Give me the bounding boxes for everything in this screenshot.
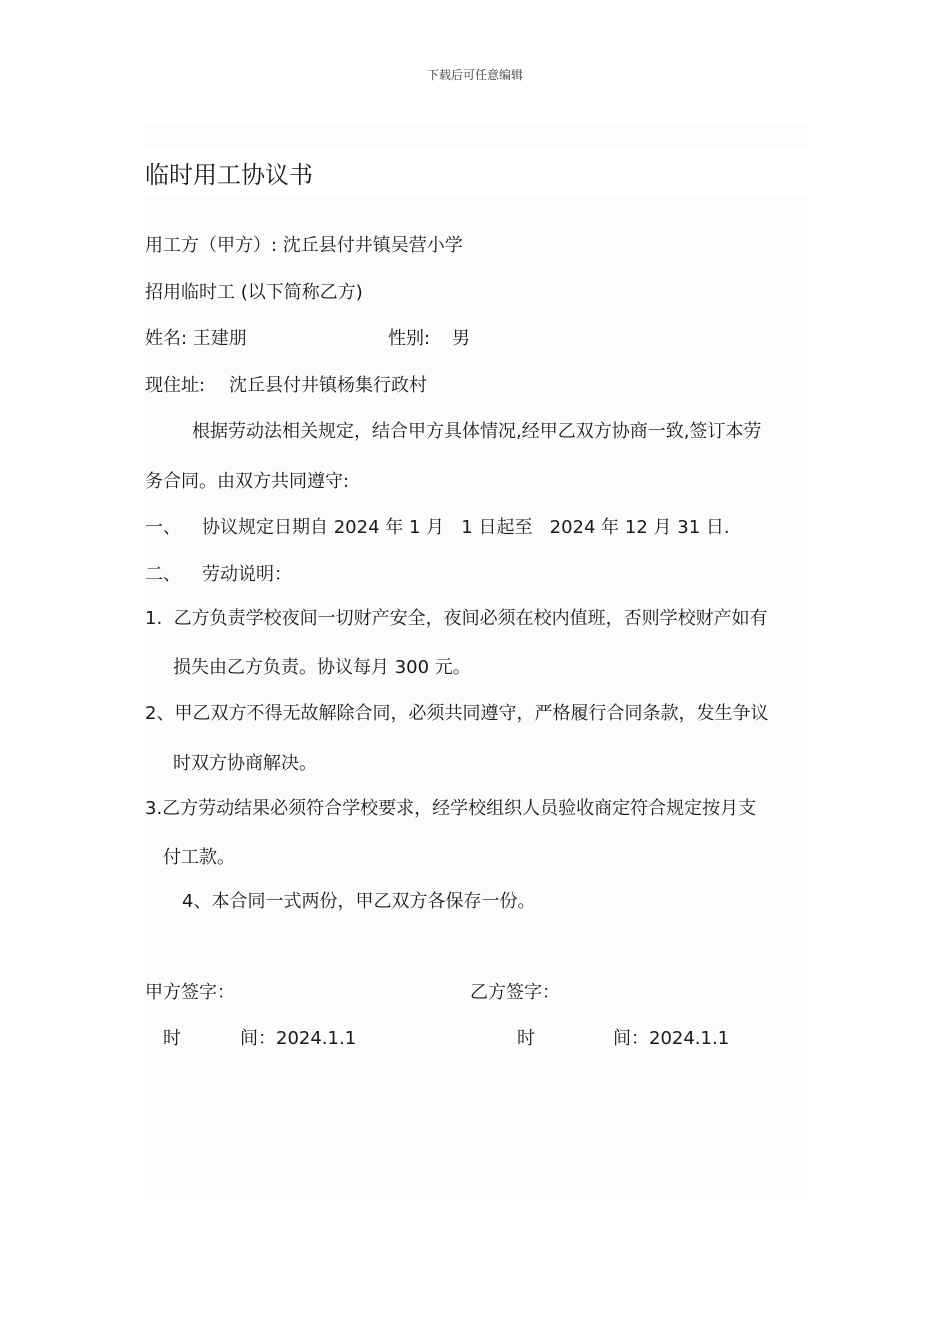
clause-1-text: 协议规定日期自 2024 年 1 月 1 日起至 2024 年 12 月 31 日.	[202, 517, 730, 538]
address-label: 现住址:	[145, 375, 206, 396]
item-2-line-2: 时双方协商解决。	[173, 753, 317, 774]
party-a-signature-label: 甲方签字：	[145, 982, 235, 1003]
party-b-date: 间：2024.1.1	[613, 1028, 730, 1049]
intro-line-1: 根据劳动法相关规定，结合甲方具体情况,经甲乙双方协商一致,签订本劳	[192, 421, 762, 442]
address-value: 沈丘县付井镇杨集行政村	[229, 375, 427, 396]
party-a-date: 间：2024.1.1	[240, 1028, 357, 1049]
intro-line-2: 务合同。由双方共同遵守:	[145, 471, 350, 492]
clause-1-number: 一、	[145, 517, 181, 538]
employee-line: 招用临时工 (以下简称乙方)	[145, 282, 363, 303]
item-4: 4、本合同一式两份，甲乙双方各保存一份。	[182, 891, 536, 912]
party-b-signature-label: 乙方签字：	[470, 982, 560, 1003]
party-a-time-char: 时	[163, 1028, 181, 1049]
item-1-line-2: 损失由乙方负责。协议每月 300 元。	[173, 657, 471, 678]
item-2-line-1: 2、甲乙双方不得无故解除合同，必须共同遵守，严格履行合同条款，发生争议	[145, 703, 769, 724]
gender-label: 性别:	[388, 328, 431, 349]
clause-2-number: 二、	[145, 564, 181, 585]
item-3-line-1: 3.乙方劳动结果必须符合学校要求，经学校组织人员验收商定符合规定按月支	[145, 798, 757, 819]
employer-line: 用工方（甲方）: 沈丘县付井镇吴营小学	[145, 235, 463, 256]
item-1-line-1: 1. 乙方负责学校夜间一切财产安全，夜间必须在校内值班，否则学校财产如有	[145, 608, 768, 629]
gender-value: 男	[452, 328, 470, 349]
party-b-time-char: 时	[517, 1028, 535, 1049]
item-3-line-2: 付工款。	[163, 847, 235, 868]
header-note: 下载后可任意编辑	[426, 68, 523, 82]
top-band	[143, 124, 807, 148]
clause-2-text: 劳动说明：	[202, 564, 292, 585]
name-field: 姓名: 王建朋	[145, 328, 247, 349]
document-title: 临时用工协议书	[145, 161, 313, 189]
